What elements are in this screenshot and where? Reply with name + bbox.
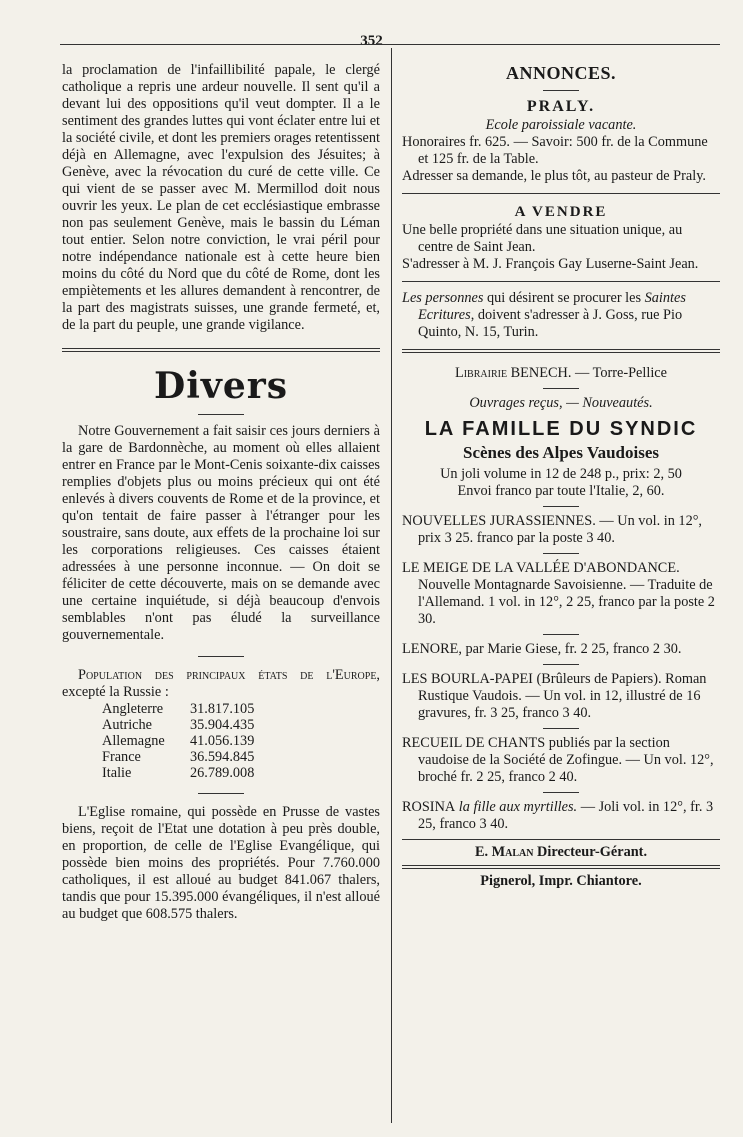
librairie-line [402,365,720,382]
intro-paragraph: la proclamation de l'infaillibilité papale, le clergé catholique a repris une ardeur nouvelle. Il sent qu'il a devant lui des oppositions qu'il veut dompter. Il a le sentiment des grandes luttes qui vont éclater entre lui et la société civile, et dont les premiers orages retentissent déjà en Allemagne, avec l'expulsion des Jésuites; à Genève, avec la révocation du curé de cette ville. Ce qui vient de se passer avec M. Mermillod doit nous ouvrir les yeux. Le plan de cet ecclésiastique embrasse non pas seulement Genève, mais le bassin du Léman tout entier. Selon notre conviction, le vrai péril pour notre indépendance nationale est à cette heure bien moins du côté du Nord que du côté de Rome, dont les empiètements et les allures demandent à rencontrer, de la part des magistrats suisses, une grande fermeté, et, de la part du peuple, une grande vigilance. [62,62,381,333]
scenes-title: Scènes des Alpes Vaudoises [462,443,660,462]
country-name: Allemagne [102,733,165,749]
population-value: 31.817.105 [190,701,255,717]
vendre-line2: S'adresser à M. J. François Gay Luserne-Saint Jean. [402,256,699,272]
top-rule [60,44,720,45]
book-entry: RECUEIL DE CHANTS publiés par la section vaudoise de la Société de Zofingue. — Un vol. 12°, broché fr. 2 25, franco 2 40. [402,735,714,785]
population-row [102,733,380,749]
vendre-line1: Une belle propriété dans une situation unique, au centre de Saint Jean. [402,222,683,255]
ecritures-italic: Saintes Ecritures [418,290,686,323]
gerant-rest: Directeur-Gérant. [533,844,648,860]
gerant-name: E. Malan [474,844,534,860]
section-title-divers: Divers [154,365,288,407]
population-heading-caps: Population des principaux états de l'Europe, [78,667,380,683]
book-entry: LES BOURLA-PAPEI (Brûleurs de Papiers). Roman Rustique Vaudois. — Un vol. in 12, illustré de 16 gravures, fr. 3 25, franco 3 40. [402,671,707,721]
population-table [102,701,380,781]
vendre-title: A VENDRE [514,204,608,220]
imprint: Pignerol, Impr. Chiantore. [480,873,642,889]
eglise-paragraph: L'Eglise romaine, qui possède en Prusse de vastes biens, reçoit de l'Etat une dotation à peu près double, en proportion, de celle de l'Eglise Evangélique, qui possède bien moins des propriétés. Pour 7.760.000 catholiques, il est alloué au budget 841.067 thalers, tandis que pour 15.395.000 évangéliques, il n'est alloué au budget que 608.575 thalers. [62,804,380,922]
page-number: 352 [360,33,383,49]
rosina-entry [402,799,720,833]
population-heading-rest: excepté la Russie : [62,684,169,700]
famille-line1: Un joli volume in 12 de 248 p., prix: 2, 50 [440,466,682,482]
rosina-rest: — Joli vol. in 12°, fr. 3 25, franco 3 40. [418,799,714,832]
ecritures-lead: Les personnes [402,290,484,306]
famille-line2: Envoi franco par toute l'Italie, 2, 60. [457,483,665,499]
ouvrages-line [402,395,720,412]
country-name: Autriche [102,717,153,733]
population-row [102,749,380,765]
rosina-italic: la fille aux myrtilles. [455,799,578,815]
praly-subtitle-text: Ecole paroissiale vacante. [485,117,637,133]
country-name: Italie [102,765,132,781]
right-column [402,62,720,890]
praly-subtitle [402,117,720,134]
divers-paragraph: Notre Gouvernement a fait saisir ces jours derniers à la gare de Bardonnèche, au moment où elles allaient entrer en France par le Mont-Cenis soixante-dix caisses remplies d'objets plus ou moins précieux qui ont été enlevés à divers couvents de Rome et de la province, et qu'on tentait de faire passer à l'étranger pour les soustraire, sans doute, aux effets de la prochaine loi sur les corporations religieuses. Ces caisses étaient adressées à une personne inconnue. — On doit se féliciter de cette découverte, mais on se demande avec une certaine inquiétude, si déjà beaucoup d'envois semblables n'ont pas éludé la surveillance gouvernementale. [62,423,381,643]
gerant-line [402,844,720,861]
annonces-title: ANNONCES. [505,63,616,83]
praly-title: PRALY. [526,98,596,115]
population-value: 35.904.435 [190,717,255,733]
column-divider [391,48,392,1123]
famille-title: LA FAMILLE DU SYNDIC [424,418,698,440]
ecritures-notice [402,290,720,341]
population-row [102,701,380,717]
ecritures-mid: qui désirent se procurer les [483,290,645,306]
praly-line1: Honoraires fr. 625. — Savoir: 500 fr. de la Commune et 125 fr. de la Table. [402,134,708,167]
book-entry: LE MEIGE DE LA VALLÉE D'ABONDANCE. Nouvelle Montagnarde Savoisienne. — Traduite de l'Allemand. 1 vol. in 12°, 2 25, franco par la poste 2 30. [402,560,715,627]
population-value: 36.594.845 [190,749,255,765]
population-row [102,765,380,781]
country-name: Angleterre [102,701,164,717]
ecritures-rest: , doivent s'adresser à J. Goss, rue Pio Quinto, N. 15, Turin. [418,307,683,340]
ouvrages-text: Ouvrages reçus, — Nouveautés. [469,395,653,411]
population-heading [62,667,380,701]
population-value: 41.056.139 [190,733,255,749]
population-value: 26.789.008 [190,765,255,781]
praly-line2: Adresser sa demande, le plus tôt, au pasteur de Praly. [402,168,706,184]
librairie-rest: BENECH. — Torre-Pellice [507,365,668,381]
book-entry: NOUVELLES JURASSIENNES. — Un vol. in 12°, prix 3 25. franco par la poste 3 40. [402,513,703,546]
book-entry: LENORE, par Marie Giese, fr. 2 25, franco 2 30. [402,641,682,657]
left-column [62,62,380,923]
country-name: France [102,749,141,765]
population-row [102,717,380,733]
librairie-small: Librairie [454,365,508,381]
rosina-lead: ROSINA [402,799,456,815]
